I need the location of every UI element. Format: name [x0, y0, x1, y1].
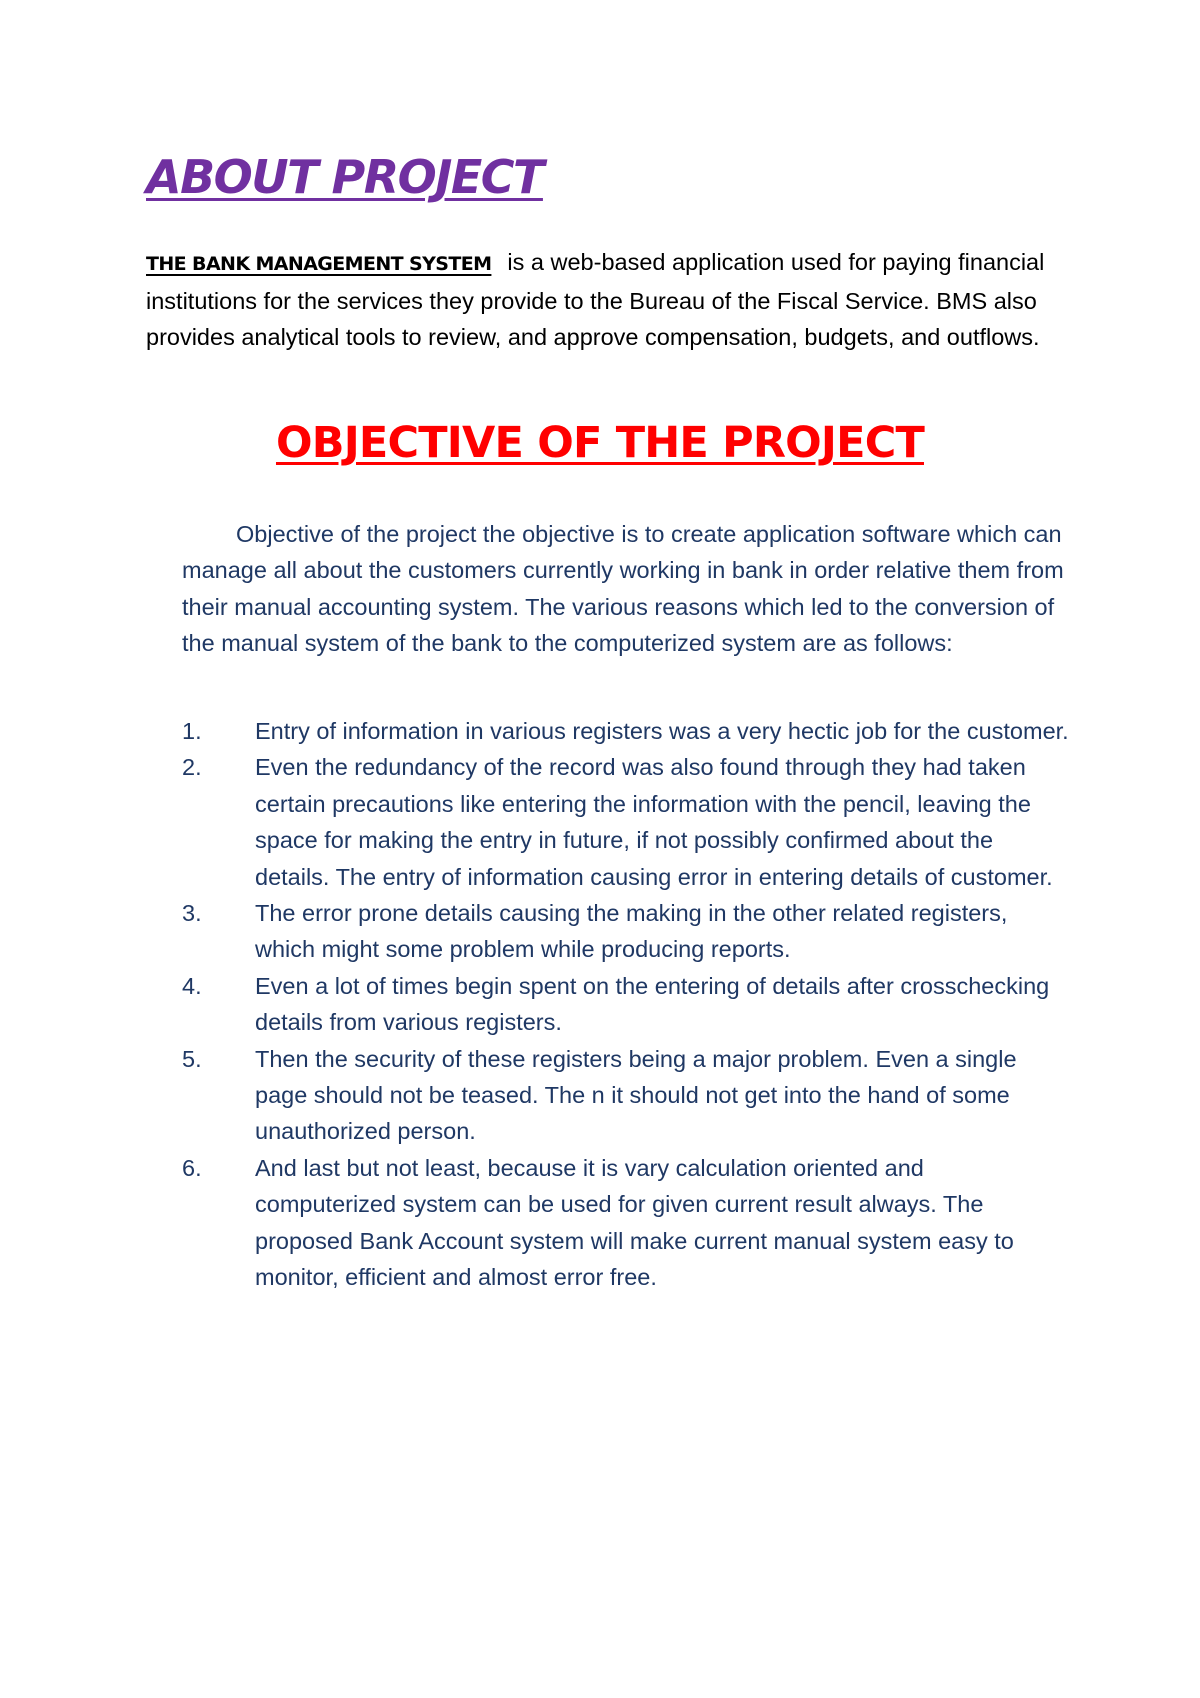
list-item — [182, 1150, 1082, 1296]
list-item-number: 6. — [182, 1154, 202, 1181]
list-item-number: 4. — [182, 972, 202, 999]
about-project-heading: ABOUT PROJECT — [146, 150, 543, 204]
list-item-text: And last but not least, because it is vary calculation oriented and computerized system can be used for given current result always. The proposed Bank Account system will make current manual system easy to monitor, efficient and almost error free. — [255, 1154, 1014, 1291]
list-item — [182, 968, 1082, 1041]
list-item-text: Even the redundancy of the record was also found through they had taken certain precautions like entering the information with the pencil, leaving the space for making the entry in future, if not possibly confirmed about the details. The entry of information causing error in entering details of customer. — [255, 754, 1053, 890]
system-name: THE BANK MANAGEMENT SYSTEM — [146, 253, 492, 275]
list-item-text: Entry of information in various registers was a very hectic job for the customer. — [255, 718, 1069, 744]
list-item-text: Then the security of these registers being a major problem. Even a single page should not be teased. The n it should not get into the hand of some unauthorized person. — [255, 1045, 1017, 1145]
reasons-list — [182, 713, 1082, 1296]
list-item-number: 3. — [182, 900, 202, 927]
objective-intro-paragraph: Objective of the project the objective is to create application software which can manage all about the customers currently working in bank in order relative them from their manual accounting system. The various reasons which led to the conversion of the manual system of the bank to the computerized system are as follows: — [182, 521, 1064, 657]
list-item — [182, 713, 1082, 749]
list-item — [182, 895, 1082, 968]
about-description: is a web-based application used for paying financial institutions for the services they provide to the Bureau of the Fiscal Service. BMS also provides analytical tools to review, and approve compensation, budgets, and outflows. — [146, 249, 1045, 350]
list-item — [182, 1041, 1082, 1150]
list-item-number: 1. — [182, 718, 202, 744]
list-item-number: 2. — [182, 754, 202, 781]
list-item-text: Even a lot of times begin spent on the entering of details after crosschecking details from various registers. — [255, 972, 1050, 1036]
objective-heading: OBJECTIVE OF THE PROJECT — [275, 418, 924, 468]
about-project-paragraph — [146, 244, 1066, 356]
list-item-text: The error prone details causing the making in the other related registers, which might some problem while producing reports. — [255, 900, 1008, 963]
list-item — [182, 749, 1082, 895]
list-item-number: 5. — [182, 1045, 202, 1072]
